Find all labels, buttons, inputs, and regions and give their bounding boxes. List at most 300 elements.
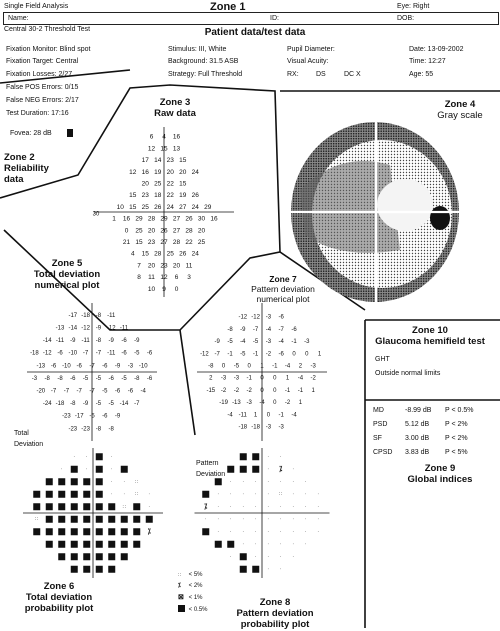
pd-value: -4 (265, 326, 272, 333)
pd-value: -6 (278, 314, 284, 321)
stimulus: Stimulus: III, White (168, 46, 227, 53)
prob-05-symbol (121, 516, 128, 523)
prob-normal-dot: · (279, 504, 282, 511)
total-deviation-numeric (27, 303, 157, 441)
prob-normal-dot: · (148, 491, 151, 498)
fixation-monitor: Fixation Monitor: Blind spot (6, 46, 91, 53)
pd-value: -18 (251, 424, 260, 431)
pattern-deviation-probability (195, 448, 330, 578)
raw-value: 16 (172, 133, 181, 141)
pd-value: -9 (214, 339, 220, 346)
prob-05-symbol (83, 516, 90, 523)
pd-value: 2 (209, 375, 213, 382)
prob-05-symbol (121, 541, 128, 548)
td-value: -20 (36, 388, 46, 395)
raw-value: 28 (172, 238, 181, 246)
raw-value: 15 (129, 192, 137, 200)
raw-value: 0 (124, 227, 129, 235)
prob-normal-dot: · (110, 466, 113, 473)
td-value: -8 (95, 312, 102, 319)
prob-normal-dot: · (292, 529, 295, 536)
pd-value: 0 (273, 400, 277, 407)
td-value: -8 (134, 375, 140, 382)
pd-value: 0 (221, 363, 226, 370)
raw-value: 20 (141, 180, 149, 188)
td-value: -8 (70, 401, 76, 408)
prob-normal-dot: · (85, 466, 88, 473)
pd-value: -6 (278, 351, 284, 358)
prob-05-symbol (58, 541, 65, 548)
prob-05-symbol (46, 541, 53, 548)
td-value: -6 (108, 375, 114, 382)
background: Background: 31.5 ASB (168, 58, 239, 65)
prob-05-symbol (83, 566, 90, 573)
pd-value: -1 (278, 412, 284, 419)
pd-value: -4 (227, 412, 233, 419)
prob-05-symbol (33, 528, 40, 535)
raw-value: 4 (162, 133, 166, 141)
td-value: -13 (36, 363, 46, 370)
raw-value: 27 (160, 238, 168, 246)
prob-05-symbol (96, 453, 103, 460)
pd-value: -19 (219, 400, 228, 407)
prob-2-symbol: ⁒ (147, 528, 151, 536)
visual-acuity: Visual Acuity: (287, 58, 329, 65)
pd-value: 0 (273, 387, 277, 394)
td-value: -6 (102, 363, 108, 370)
raw-value: 26 (179, 250, 187, 258)
td-value: -7 (50, 388, 57, 395)
prob-normal-dot: · (292, 516, 295, 523)
td-value: -11 (119, 325, 129, 332)
prob-05-symbol (240, 553, 247, 560)
prob-05-symbol (58, 491, 65, 498)
prob-05-symbol (96, 466, 103, 473)
prob-normal-dot: · (60, 466, 63, 473)
prob-normal-dot: · (279, 554, 282, 561)
prob-normal-dot: · (279, 566, 282, 573)
td-value: -5 (82, 375, 89, 382)
raw-value: 13 (172, 145, 181, 153)
prob-normal-dot: · (73, 454, 76, 461)
pd-value: -5 (227, 339, 233, 346)
prob-normal-dot: · (242, 491, 245, 498)
pd-value: -4 (297, 375, 304, 382)
prob-normal-dot: · (304, 516, 307, 523)
patient-data-label: Patient data/test data (204, 27, 306, 38)
prob-05-symbol (96, 553, 103, 560)
cpsd-name: CPSD (373, 449, 393, 456)
test-date: Date: 13-09-2002 (409, 46, 464, 53)
raw-value: 11 (148, 274, 155, 282)
rx-label: RX: (287, 71, 299, 78)
prob-5-symbol: ∷ (35, 516, 39, 523)
pd-value: -5 (240, 351, 246, 358)
td-value: -7 (63, 388, 70, 395)
raw-value: 12 (147, 145, 156, 153)
raw-value: 21 (122, 238, 131, 246)
td-value: -24 (42, 401, 52, 408)
prob-05-symbol (108, 503, 115, 510)
raw-value: 29 (204, 203, 212, 211)
prob-normal-dot: · (148, 504, 151, 511)
pd-value: -3 (310, 363, 316, 370)
pd-prob-label: Pattern Deviation (196, 460, 226, 478)
prob-normal-dot: · (254, 529, 257, 536)
prob-5-symbol: ∷ (135, 479, 139, 486)
pd-value: -2 (220, 387, 227, 394)
prob-normal-dot: · (267, 504, 270, 511)
td-value: -5 (102, 388, 108, 395)
prob-normal-dot: · (254, 491, 257, 498)
raw-value: 20 (166, 168, 174, 176)
raw-value: 12 (129, 168, 137, 176)
prob-normal-dot: · (254, 504, 257, 511)
pd-value: -8 (208, 363, 214, 370)
prob-05-symbol (46, 491, 53, 498)
pd-value: 0 (247, 363, 251, 370)
prob-normal-dot: · (229, 516, 232, 523)
pd-value: -15 (206, 387, 216, 394)
prob-05-symbol (240, 453, 247, 460)
raw-value: 26 (191, 192, 199, 200)
pd-value: -3 (265, 424, 272, 431)
raw-value: 18 (154, 192, 162, 200)
prob-05-symbol (133, 528, 140, 535)
prob-normal-dot: · (254, 479, 257, 486)
td-value: -6 (127, 388, 134, 395)
raw-value: 7 (137, 262, 141, 270)
raw-value: 10 (116, 203, 124, 211)
blind-spot (430, 206, 450, 230)
td-value: -11 (107, 350, 116, 357)
pd-value: -1 (272, 363, 278, 370)
prob-05-symbol (58, 528, 65, 535)
raw-value: 29 (135, 215, 143, 223)
sf-name: SF (373, 435, 382, 442)
prob-05-symbol (71, 503, 78, 510)
prob-normal-dot: · (317, 516, 320, 523)
raw-axis-label: 30 (92, 211, 100, 218)
pd-value: -1 (284, 387, 291, 394)
prob-normal-dot: · (242, 541, 245, 548)
prob-05-symbol (96, 516, 103, 523)
td-value: -6 (114, 388, 121, 395)
raw-value: 15 (129, 203, 137, 211)
prob-05-symbol (96, 478, 103, 485)
td-value: -8 (44, 375, 50, 382)
raw-value: 14 (154, 157, 162, 165)
td-value: -9 (134, 338, 140, 345)
prob-normal-dot: · (279, 541, 282, 548)
td-value: -13 (55, 325, 65, 332)
td-value: -9 (82, 401, 89, 408)
prob-05-symbol (46, 478, 53, 485)
gray-scale-plot (291, 122, 459, 302)
prob-05-symbol (96, 541, 103, 548)
pd-value: -18 (238, 424, 248, 431)
prob-normal-dot: · (292, 479, 295, 486)
raw-value: 15 (179, 157, 187, 165)
td-value: -6 (76, 363, 82, 370)
td-value: -17 (68, 312, 78, 319)
prob-2-symbol: ⁒ (279, 466, 283, 474)
td-value: -5 (95, 401, 102, 408)
prob-normal-dot: · (292, 541, 295, 548)
td-value: -23 (68, 426, 78, 433)
prob-05-symbol (83, 491, 90, 498)
prob-normal-dot: · (267, 554, 270, 561)
total-deviation-probability (23, 448, 163, 578)
raw-value: 15 (160, 145, 168, 153)
td-value: -18 (55, 401, 65, 408)
td-value: -14 (119, 401, 129, 408)
gray-center (377, 179, 433, 231)
test-type: Single Field Analysis (4, 3, 69, 10)
raw-value: 25 (141, 203, 149, 211)
prob-05-symbol (108, 541, 115, 548)
prob-05-symbol (133, 516, 140, 523)
pd-value: -9 (240, 326, 246, 333)
pd-value: -2 (310, 375, 316, 382)
td-value: -5 (108, 401, 114, 408)
pd-value: -1 (252, 351, 259, 358)
raw-value: 15 (135, 238, 143, 246)
raw-value: 20 (147, 227, 156, 235)
td-value: -6 (57, 350, 63, 357)
raw-value: 27 (172, 215, 181, 223)
raw-value: 25 (154, 180, 162, 188)
cpsd-p: P < 5% (445, 449, 468, 456)
eye-label: Eye: Right (397, 3, 430, 10)
prob-05-symbol (227, 541, 234, 548)
td-value: -23 (81, 426, 90, 433)
raw-value: 22 (166, 180, 174, 188)
ght-result: Outside normal limits (375, 370, 441, 377)
prob-05-symbol (202, 491, 209, 498)
psd-name: PSD (373, 421, 388, 428)
prob-05-symbol (215, 478, 222, 485)
raw-value: 24 (166, 203, 174, 211)
td-value: -9 (114, 363, 121, 370)
prob-05-symbol (240, 566, 247, 573)
pd-value: -4 (278, 339, 284, 346)
test-name: Central 30-2 Threshold Test (4, 26, 91, 33)
prob-normal-dot: · (217, 529, 220, 536)
td-value: -6 (146, 375, 153, 382)
td-value: -10 (68, 350, 78, 357)
raw-value: 25 (197, 238, 206, 246)
raw-value: 25 (166, 250, 174, 258)
pd-value: -3 (265, 314, 272, 321)
td-value: -7 (134, 401, 140, 408)
prob-05-symbol (58, 516, 65, 523)
ght-label: GHT (375, 356, 390, 363)
pd-value: -5 (233, 363, 240, 370)
raw-value: 11 (185, 262, 193, 270)
raw-value: 0 (174, 285, 179, 293)
prob-05-symbol (227, 466, 234, 473)
false-pos-errors: False POS Errors: 0/15 (6, 84, 79, 91)
raw-value: 28 (154, 250, 162, 258)
raw-value: 23 (166, 157, 174, 165)
prob-05-symbol (58, 503, 65, 510)
prob-5-symbol: ∷ (279, 491, 283, 498)
prob-05-symbol (58, 553, 65, 560)
prob-normal-dot: · (110, 491, 113, 498)
pd-value: -12 (251, 314, 260, 321)
prob-normal-dot: · (267, 516, 270, 523)
prob-normal-dot: · (110, 454, 113, 461)
prob-normal-dot: · (279, 529, 282, 536)
prob-05-symbol (108, 553, 115, 560)
raw-value: 24 (191, 250, 199, 258)
pupil-diameter: Pupil Diameter: (287, 46, 335, 53)
prob-normal-dot: · (123, 491, 126, 498)
raw-value: 15 (141, 250, 149, 258)
td-value: -11 (81, 338, 90, 345)
td-value: -17 (74, 413, 84, 420)
pd-value: -2 (233, 387, 240, 394)
prob-normal-dot: · (317, 529, 320, 536)
fixation-losses: Fixation Losses: 2/27 (6, 71, 73, 78)
prob-05-symbol (71, 541, 78, 548)
raw-value: 23 (160, 262, 168, 270)
td-value: -3 (31, 375, 38, 382)
pd-value: -7 (278, 326, 284, 333)
rx-dc: DC X (344, 71, 361, 78)
pd-value: 1 (317, 351, 322, 358)
prob-05-symbol (252, 466, 259, 473)
prob-5-symbol: ∷ (122, 504, 126, 511)
prob-normal-dot: · (242, 529, 245, 536)
pd-value: -2 (265, 351, 272, 358)
prob-05-symbol (133, 503, 140, 510)
legend-1: ⊠ < 1% (178, 594, 203, 601)
prob-05-symbol (121, 553, 128, 560)
raw-value: 20 (197, 227, 206, 235)
prob-05-symbol (71, 478, 78, 485)
prob-05-symbol (46, 503, 53, 510)
raw-value: 19 (179, 192, 187, 200)
prob-05-symbol (46, 528, 53, 535)
cpsd-value: 3.83 dB (405, 449, 430, 456)
prob-normal-dot: · (279, 454, 282, 461)
prob-normal-dot: · (110, 479, 113, 486)
pd-value: 0 (266, 412, 271, 419)
zone-3-label: Zone 3 Raw data (154, 97, 196, 119)
prob-05-symbol (133, 541, 140, 548)
td-value: -8 (108, 426, 114, 433)
pattern-deviation-numeric (197, 303, 327, 441)
prob-05-symbol (83, 553, 90, 560)
prob-normal-dot: · (229, 491, 232, 498)
raw-value: 6 (174, 274, 179, 282)
td-value: -12 (81, 325, 90, 332)
prob-05-symbol (252, 453, 259, 460)
prob-05-symbol (33, 503, 40, 510)
raw-value: 4 (130, 250, 135, 258)
raw-value: 16 (210, 215, 218, 223)
prob-normal-dot: · (254, 541, 257, 548)
prob-05-symbol (252, 566, 259, 573)
prob-normal-dot: · (279, 516, 282, 523)
legend-5-symbol: ∷ (178, 572, 181, 578)
prob-05-symbol (83, 541, 90, 548)
prob-normal-dot: · (292, 491, 295, 498)
zone-2-label: Zone 2 Reliability data (4, 152, 49, 185)
prob-05-symbol (71, 491, 78, 498)
td-value: -9 (70, 338, 76, 345)
pd-value: 0 (273, 375, 277, 382)
pd-value: 0 (292, 351, 296, 358)
td-value: -5 (89, 413, 95, 420)
prob-05-symbol (71, 466, 78, 473)
prob-normal-dot: · (217, 516, 220, 523)
pd-value: 1 (298, 400, 303, 407)
raw-value: 28 (147, 215, 156, 223)
prob-2-symbol: ⁒ (204, 503, 208, 511)
td-value: -12 (106, 325, 116, 332)
zone-8-label: Zone 8 Pattern deviation probability plot (236, 597, 314, 630)
td-value: -14 (68, 325, 78, 332)
raw-value: 23 (141, 192, 149, 200)
legend-05: < 0.5% (178, 605, 208, 616)
rx-ds: DS (316, 71, 326, 78)
psd-p: P < 2% (445, 421, 468, 428)
td-value: -18 (30, 350, 39, 357)
prob-normal-dot: · (267, 491, 270, 498)
raw-value: 26 (185, 215, 193, 223)
td-value: -5 (121, 375, 127, 382)
td-value: -6 (102, 413, 108, 420)
prob-normal-dot: · (279, 479, 282, 486)
md-value: -8.99 dB (405, 407, 432, 414)
raw-value: 6 (149, 133, 154, 141)
td-value: -9 (114, 413, 121, 420)
prob-05-symbol (71, 528, 78, 535)
td-value: -11 (107, 312, 116, 319)
raw-value: 27 (179, 203, 187, 211)
name-label: Name: (8, 15, 29, 22)
td-value: -6 (70, 375, 76, 382)
pd-value: 0 (305, 351, 309, 358)
zone-4-label: Zone 4 Gray scale (437, 99, 483, 121)
pd-value: -13 (232, 400, 241, 407)
prob-normal-dot: · (267, 541, 270, 548)
legend-2-symbol: ⁒ (178, 583, 181, 589)
prob-05-symbol (71, 553, 78, 560)
prob-05-symbol (71, 566, 78, 573)
raw-value: 9 (162, 285, 166, 293)
pd-value: -6 (291, 326, 297, 333)
prob-normal-dot: · (217, 504, 220, 511)
pd-value: -3 (220, 375, 227, 382)
false-neg-errors: False NEG Errors: 2/17 (6, 97, 79, 104)
raw-value: 24 (191, 168, 199, 176)
pd-value: -1 (227, 351, 233, 358)
pd-value: -3 (304, 339, 310, 346)
zone-6-label: Zone 6 Total deviation probability plot (24, 581, 94, 614)
td-value: -8 (57, 375, 63, 382)
prob-normal-dot: · (229, 529, 232, 536)
pd-value: -3 (265, 339, 272, 346)
raw-value: 19 (154, 168, 162, 176)
raw-value: 16 (141, 168, 149, 176)
raw-value: 25 (135, 227, 143, 235)
td-value: -6 (146, 350, 153, 357)
td-value: -14 (42, 338, 52, 345)
